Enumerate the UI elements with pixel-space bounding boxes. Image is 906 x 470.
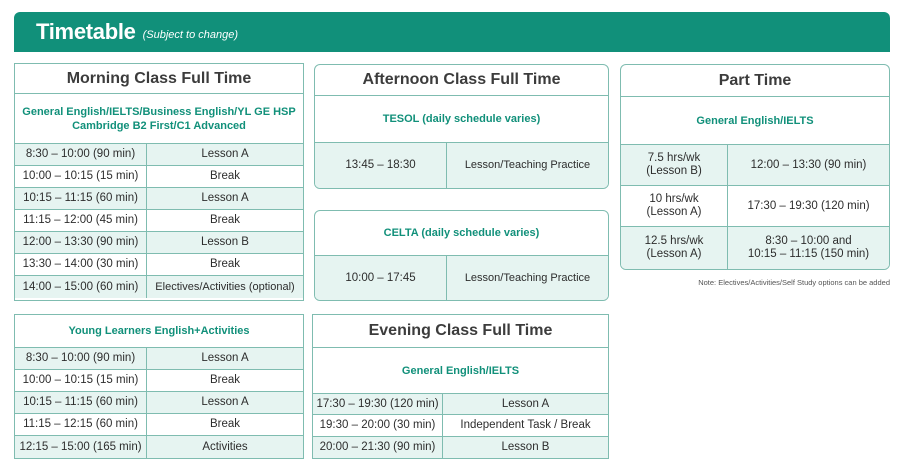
activity-cell: Break [209,374,241,386]
time-cell: 11:15 – 12:00 (45 min) [15,210,147,231]
time-cell: 13:30 – 14:00 (30 min) [15,254,147,275]
time-line: 10:15 – 11:15 (150 min) [747,248,870,260]
hours-cell [621,186,728,226]
activity-cell: Break [209,170,241,182]
morning-class-panel [14,63,304,301]
page-subtitle: (Subject to change) [142,29,238,41]
time-cell: 11:15 – 12:15 (60 min) [15,414,147,435]
time-cell: 10:00 – 17:45 [315,256,447,300]
footnote: Note: Electives/Activities/Self Study options can be added [698,278,890,287]
morning-subtitle-line2: Cambridge B2 First/C1 Advanced [72,119,246,132]
lesson-type: (Lesson A) [646,248,702,260]
time-cell: 12:00 – 13:30 (90 min) [15,232,147,253]
afternoon-schedule-table [315,143,608,188]
time-line: 8:30 – 10:00 and [765,235,852,247]
time-cell: 20:00 – 21:30 (90 min) [313,437,443,458]
part-time-title: Part Time [621,65,889,97]
time-cell: 14:00 – 15:00 (60 min) [15,276,147,298]
lesson-type: (Lesson A) [646,206,702,218]
time-cell: 13:45 – 18:30 [315,143,447,188]
afternoon-class-subtitle: TESOL (daily schedule varies) [315,96,608,143]
activity-cell: Lesson A [147,392,303,413]
celta-subtitle: CELTA (daily schedule varies) [315,211,608,256]
activity-cell: Lesson/Teaching Practice [447,256,608,300]
table-row [15,276,303,298]
table-row [15,370,303,392]
morning-schedule-table [15,144,303,298]
table-row [15,392,303,414]
young-learners-subtitle: Young Learners English+Activities [15,315,303,348]
hours-per-week: 10 hrs/wk [649,193,699,205]
hours-per-week: 7.5 hrs/wk [647,152,701,164]
evening-class-subtitle: General English/IELTS [313,348,608,394]
morning-class-subtitle [15,94,303,144]
time-cell: 8:30 – 10:00 (90 min) [15,144,147,165]
hours-cell [621,145,728,185]
activity-cell: Lesson A [147,188,303,209]
activity-cell: Lesson A [443,394,608,414]
time-cell: 10:00 – 10:15 (15 min) [15,166,147,187]
table-row [313,394,608,415]
celta-panel [314,210,609,301]
table-row [15,254,303,276]
time-cell: 8:30 – 10:00 (90 min) [15,348,147,369]
table-row [15,232,303,254]
time-cell: 10:00 – 10:15 (15 min) [15,370,147,391]
table-row [621,186,889,227]
morning-subtitle-line1: General English/IELTS/Business English/YL GE HSP [22,105,296,118]
table-row [621,145,889,186]
table-row [313,415,608,437]
table-row [15,348,303,370]
time-line: 17:30 – 19:30 (120 min) [747,199,870,212]
afternoon-class-panel [314,64,609,189]
time-cell: 10:15 – 11:15 (60 min) [15,392,147,413]
evening-class-title: Evening Class Full Time [313,315,608,348]
hours-per-week: 12.5 hrs/wk [644,235,704,247]
time-cell [728,227,889,269]
time-cell: 19:30 – 20:00 (30 min) [313,415,443,436]
young-learners-panel [14,314,304,459]
table-row [15,414,303,436]
activity-cell: Lesson B [443,437,608,458]
table-row [313,437,608,458]
timetable-header [14,12,890,52]
part-time-panel [620,64,890,270]
afternoon-class-title: Afternoon Class Full Time [315,65,608,96]
table-row [315,143,608,188]
morning-class-title: Morning Class Full Time [15,64,303,94]
activity-cell: Break [209,418,241,430]
activity-cell: Electives/Activities (optional) [147,276,303,298]
time-cell: 10:15 – 11:15 (60 min) [15,188,147,209]
evening-class-panel [312,314,609,459]
lesson-type: (Lesson B) [646,165,702,177]
part-time-schedule-table [621,145,889,269]
activity-cell: Lesson A [147,348,303,369]
activity-cell: Independent Task / Break [460,419,591,431]
activity-cell: Lesson B [147,232,303,253]
celta-schedule-table [315,256,608,300]
table-row [15,210,303,232]
activity-cell: Break [209,214,241,226]
activity-cell: Lesson/Teaching Practice [447,143,608,188]
young-learners-schedule-table [15,348,303,458]
hours-cell [621,227,728,269]
time-cell [728,145,889,185]
table-row [15,166,303,188]
activity-cell: Break [209,258,241,270]
time-cell: 17:30 – 19:30 (120 min) [313,394,443,414]
time-line: 12:00 – 13:30 (90 min) [750,158,867,171]
activity-cell: Activities [147,436,303,458]
part-time-subtitle: General English/IELTS [621,97,889,145]
table-row [15,144,303,166]
activity-cell: Lesson A [147,144,303,165]
time-cell [728,186,889,226]
table-row [621,227,889,269]
table-row [15,188,303,210]
table-row [15,436,303,458]
time-cell: 12:15 – 15:00 (165 min) [15,436,147,458]
page-title: Timetable [36,19,136,44]
table-row [315,256,608,300]
evening-schedule-table [313,394,608,458]
